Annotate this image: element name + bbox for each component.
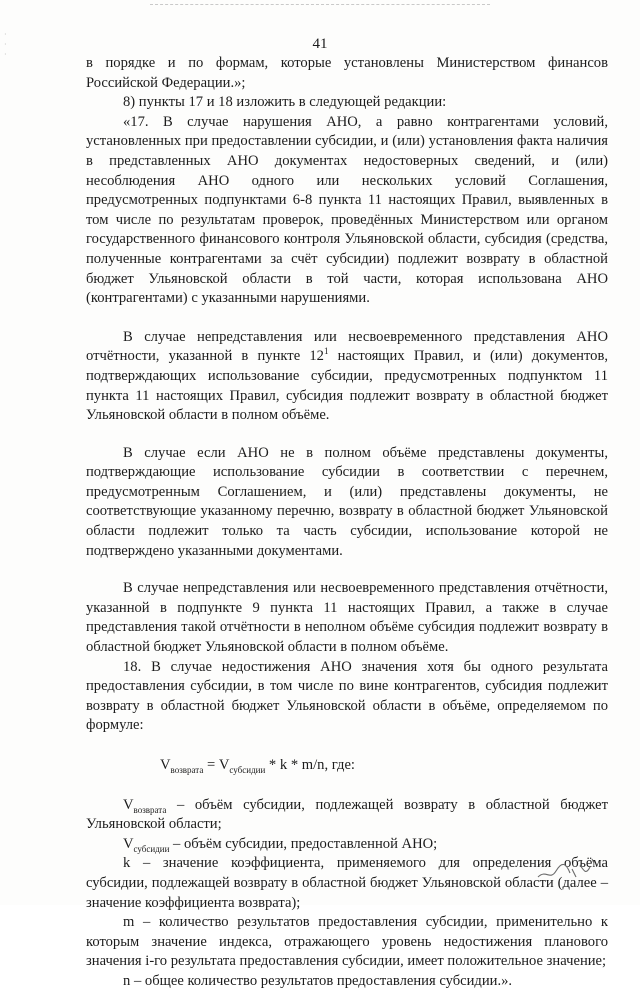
paragraph-clause-18: 18. В случае недостижения АНО значения хотя бы одного результата предоставления субсидии, в том числе по вине контрагентов, субсидия подлежит возврату в областной бюджет Ульяновской области в объёме, определяемом по формуле: xyxy=(86,658,608,734)
paragraph-clause-17: «17. В случае нарушения АНО, а равно контрагентами условий, установленных при предоставлении субсидии, и (или) установления факта наличия в представленных АНО документах недостоверных сведений, и (или) несоблюдения АНО одного или нескольких условий Соглашения, предусмотренных подпунктами 6-8 пункта 11 настоящих Правил, выявленных в том числе по результатам проверок, проведённых Министерством или органом государственного финансового контроля Ульяновской области, субсидия (средства, полученные контрагентами за счёт субсидии) подлежит возврату в областной бюджет Ульяновской области в той части, которая использована АНО (контрагентами) с указанными нарушениями. xyxy=(86,113,608,307)
scan-artifact-margin: · · · xyxy=(4,30,7,59)
paragraph-text: настоящих Правил, и (или) документов, подтверждающих использование субсидии, предусмотренных подпунктом 11 пункта 11 настоящих Правил, субсидия подлежит возврату в областной бюджет Ульяновской области в полном объёме. xyxy=(86,348,608,424)
superscript: 1 xyxy=(323,346,329,357)
definition-subscript: возврата xyxy=(133,804,167,815)
handwritten-mark xyxy=(532,851,602,885)
formula-symbol: = V xyxy=(203,757,230,773)
definition-v-subsidy xyxy=(86,835,608,855)
page-number: 41 xyxy=(312,36,328,52)
formula-symbol: V xyxy=(160,757,171,773)
definition-m: m – количество результатов предоставления субсидии, применительно к которым значение индекса, отражающего уровень недостижения планового значения i-го результата предоставления субсидии, имеет положительное значение; xyxy=(86,914,608,970)
paragraph-text: В случае непредставления или несвоевременного представления АНО отчётности, указанной в пункте 12 xyxy=(86,328,608,365)
paragraph-item-8: 8) пункты 17 и 18 изложить в следующей редакции: xyxy=(123,94,447,111)
definition-symbol: V xyxy=(123,796,134,813)
definition-k: k – значение коэффициента, применяемого для определения объёма субсидии, подлежащей возврату в областной бюджет Ульяновской области (далее – значение коэффициента возврата); xyxy=(86,855,608,911)
paragraph-reporting: В случае непредставления или несвоевременного представления отчётности, указанной в подпункте 9 пункта 11 настоящих Правил, а также в случае представления такой отчётности в неполном объёме субсидия подлежит возврату в областной бюджет Ульяновской области в полном объёме. xyxy=(86,580,608,656)
formula-rest: * k * m/n, где: xyxy=(265,757,355,773)
paragraph-continuation: в порядке и по формам, которые установлены Министерством финансов Российской Федерации.»; xyxy=(86,55,608,91)
scan-artifact-top xyxy=(150,4,490,7)
definition-text: – объём субсидии, подлежащей возврату в областной бюджет Ульяновской области; xyxy=(86,796,608,833)
document-body xyxy=(86,54,608,992)
formula-subscript: возврата xyxy=(170,764,204,775)
formula-subscript: субсидии xyxy=(229,764,266,775)
paragraph-nonsubmission xyxy=(86,328,608,426)
definition-symbol: V xyxy=(123,835,134,852)
definition-subscript: субсидии xyxy=(133,843,170,854)
paragraph-partial-documents: В случае если АНО не в полном объёме представлены документы, подтверждающие использование субсидии в соответствии с перечнем, предусмотренным Соглашением, и (или) представлены документы, не соответствующие указанному перечню, возврату в областной бюджет Ульяновской области подлежит только та часть субсидии, использование которой не подтверждено указанными документами. xyxy=(86,444,608,559)
formula xyxy=(86,756,608,776)
definition-text: – объём субсидии, предоставленной АНО; xyxy=(169,835,438,852)
definition-n: n – общее количество результатов предоставления субсидии.». xyxy=(123,972,513,989)
definition-v-return xyxy=(86,796,608,835)
